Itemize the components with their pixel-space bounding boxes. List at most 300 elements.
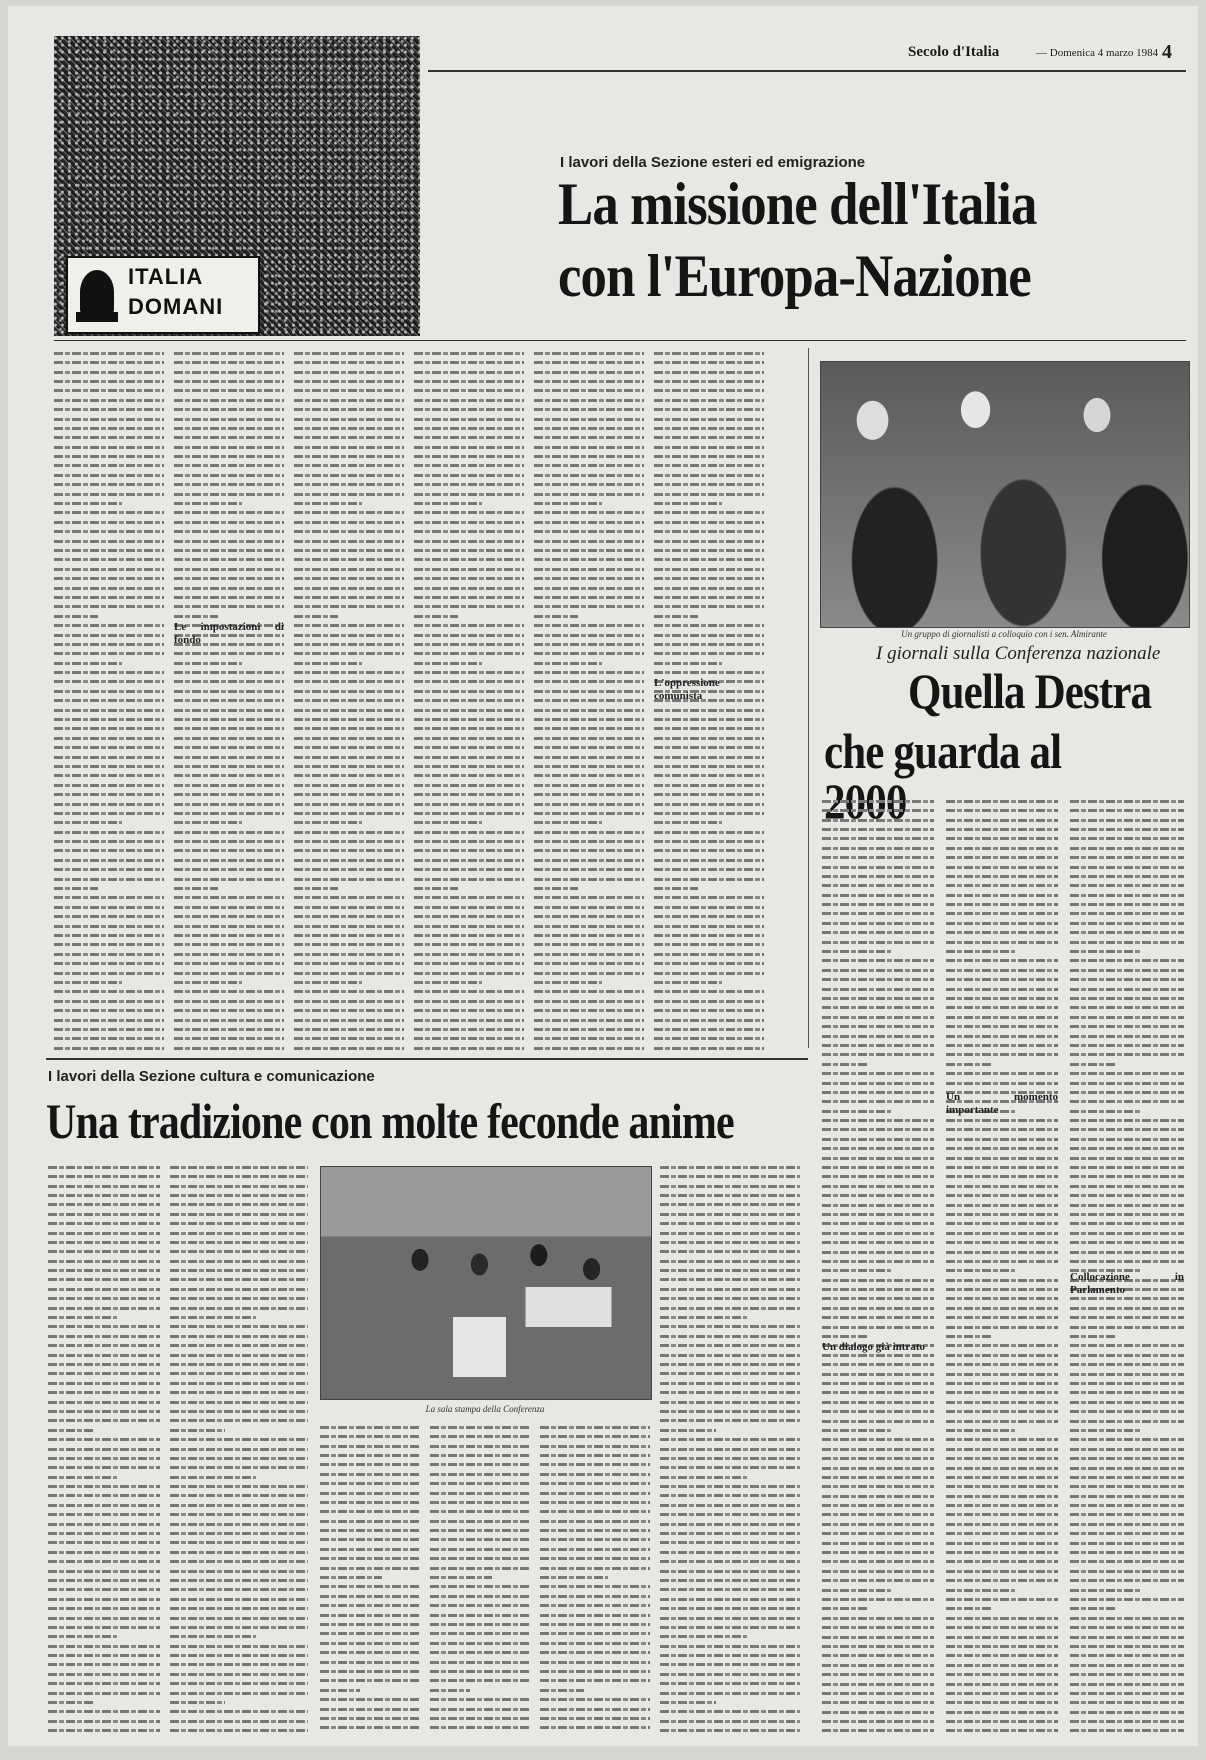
text-line bbox=[294, 357, 404, 366]
text-line bbox=[660, 1209, 800, 1218]
text-line bbox=[654, 461, 764, 470]
text-line bbox=[414, 545, 524, 554]
text-line bbox=[1070, 1660, 1184, 1669]
text-line bbox=[430, 1723, 530, 1732]
text-line bbox=[654, 592, 764, 601]
text-line bbox=[414, 855, 524, 864]
text-line bbox=[1070, 1622, 1184, 1631]
text-line bbox=[414, 592, 524, 601]
text-line bbox=[174, 771, 284, 780]
text-line bbox=[294, 1043, 404, 1052]
text-line bbox=[946, 1482, 1058, 1491]
text-line bbox=[54, 1015, 164, 1024]
text-line bbox=[174, 836, 284, 845]
text-line bbox=[430, 1638, 530, 1647]
text-line bbox=[822, 1068, 934, 1077]
text-line bbox=[946, 1284, 1058, 1293]
text-line bbox=[48, 1481, 160, 1490]
text-line bbox=[660, 1500, 800, 1509]
text-line bbox=[170, 1181, 308, 1190]
text-line bbox=[540, 1469, 650, 1478]
text-line bbox=[1070, 1012, 1184, 1021]
text-line bbox=[1070, 1228, 1184, 1237]
text-line bbox=[170, 1387, 308, 1396]
text-line bbox=[654, 649, 764, 658]
text-line bbox=[414, 733, 524, 742]
text-line bbox=[1070, 1125, 1184, 1134]
text-line bbox=[174, 695, 284, 704]
text-line bbox=[534, 404, 644, 413]
text-line bbox=[1070, 1369, 1184, 1378]
text-line bbox=[540, 1553, 650, 1562]
text-line bbox=[170, 1669, 308, 1678]
text-line bbox=[822, 1472, 934, 1481]
text-line bbox=[174, 376, 284, 385]
text-line bbox=[822, 1021, 934, 1030]
text-line bbox=[170, 1453, 308, 1462]
text-line bbox=[660, 1312, 800, 1321]
text-line bbox=[294, 639, 404, 648]
text-line bbox=[654, 761, 764, 770]
text-line bbox=[170, 1622, 308, 1631]
text-line bbox=[534, 911, 644, 920]
text-line bbox=[1070, 834, 1184, 843]
text-line bbox=[660, 1688, 800, 1697]
text-line bbox=[294, 893, 404, 902]
text-line bbox=[414, 357, 524, 366]
text-line bbox=[822, 1622, 934, 1631]
text-line bbox=[414, 630, 524, 639]
text-line bbox=[822, 1388, 934, 1397]
text-line bbox=[414, 451, 524, 460]
text-line bbox=[54, 883, 164, 892]
text-line bbox=[540, 1507, 650, 1516]
text-line bbox=[294, 536, 404, 545]
text-line bbox=[294, 818, 404, 827]
text-line bbox=[534, 1034, 644, 1043]
text-line bbox=[540, 1619, 650, 1628]
text-line bbox=[414, 752, 524, 761]
text-line bbox=[294, 808, 404, 817]
text-line bbox=[430, 1431, 530, 1440]
text-line bbox=[294, 921, 404, 930]
text-line bbox=[320, 1469, 420, 1478]
text-line bbox=[294, 649, 404, 658]
text-line bbox=[414, 649, 524, 658]
text-line bbox=[534, 799, 644, 808]
text-line bbox=[414, 667, 524, 676]
text-line bbox=[48, 1453, 160, 1462]
text-line bbox=[660, 1547, 800, 1556]
text-line bbox=[660, 1275, 800, 1284]
text-line bbox=[534, 357, 644, 366]
text-line bbox=[430, 1422, 530, 1431]
article3-col6 bbox=[660, 1162, 800, 1736]
text-line bbox=[946, 1604, 1058, 1613]
text-line bbox=[170, 1603, 308, 1612]
text-line bbox=[54, 423, 164, 432]
text-line bbox=[170, 1491, 308, 1500]
text-line bbox=[54, 714, 164, 723]
text-line bbox=[320, 1676, 420, 1685]
text-line bbox=[174, 592, 284, 601]
top-rule bbox=[428, 70, 1186, 72]
text-line bbox=[822, 937, 934, 946]
article3-col2 bbox=[170, 1162, 308, 1736]
text-line bbox=[534, 902, 644, 911]
text-line bbox=[1070, 1200, 1184, 1209]
text-line bbox=[822, 824, 934, 833]
text-line bbox=[822, 1143, 934, 1152]
text-line bbox=[654, 930, 764, 939]
text-line bbox=[294, 376, 404, 385]
text-line bbox=[534, 893, 644, 902]
text-line bbox=[822, 1594, 934, 1603]
text-line bbox=[54, 461, 164, 470]
text-line bbox=[654, 489, 764, 498]
flame-logo-icon bbox=[80, 270, 114, 314]
text-line bbox=[414, 1034, 524, 1043]
text-line bbox=[174, 508, 284, 517]
text-line bbox=[414, 827, 524, 836]
text-line bbox=[320, 1478, 420, 1487]
text-line bbox=[946, 824, 1058, 833]
text-line bbox=[170, 1397, 308, 1406]
text-line bbox=[294, 583, 404, 592]
text-line bbox=[1070, 1425, 1184, 1434]
text-line bbox=[174, 489, 284, 498]
text-line bbox=[170, 1209, 308, 1218]
text-line bbox=[822, 1247, 934, 1256]
text-line bbox=[414, 639, 524, 648]
text-line bbox=[654, 780, 764, 789]
text-line bbox=[654, 357, 764, 366]
text-line bbox=[170, 1632, 308, 1641]
text-line bbox=[1070, 1406, 1184, 1415]
text-line bbox=[660, 1697, 800, 1706]
text-line bbox=[1070, 862, 1184, 871]
text-line bbox=[54, 742, 164, 751]
text-line bbox=[654, 386, 764, 395]
text-line bbox=[946, 1012, 1058, 1021]
text-line bbox=[414, 818, 524, 827]
text-line bbox=[660, 1603, 800, 1612]
text-line bbox=[822, 1312, 934, 1321]
article1-headline-line1: La missione dell'Italia bbox=[558, 171, 1037, 237]
text-line bbox=[946, 1547, 1058, 1556]
text-line bbox=[170, 1171, 308, 1180]
text-line bbox=[534, 564, 644, 573]
subhead: Un dialogo già intrato bbox=[822, 1341, 925, 1353]
badge-line2: DOMANI bbox=[128, 294, 224, 319]
text-line bbox=[48, 1509, 160, 1518]
text-line bbox=[654, 846, 764, 855]
text-line bbox=[54, 780, 164, 789]
text-line bbox=[654, 893, 764, 902]
text-line bbox=[946, 1641, 1058, 1650]
text-line bbox=[54, 545, 164, 554]
text-line bbox=[822, 1134, 934, 1143]
text-line bbox=[414, 348, 524, 357]
text-line bbox=[946, 852, 1058, 861]
text-line bbox=[822, 946, 934, 955]
text-line bbox=[174, 893, 284, 902]
text-line bbox=[430, 1553, 530, 1562]
text-line bbox=[654, 526, 764, 535]
text-line bbox=[174, 461, 284, 470]
text-line bbox=[946, 1266, 1058, 1275]
article2-headline-line2: che guarda al 2000 bbox=[824, 723, 1062, 829]
text-line bbox=[540, 1535, 650, 1544]
text-line bbox=[174, 649, 284, 658]
text-line bbox=[660, 1613, 800, 1622]
text-line bbox=[540, 1478, 650, 1487]
text-line bbox=[1070, 1059, 1184, 1068]
text-line bbox=[54, 911, 164, 920]
text-line bbox=[174, 996, 284, 1005]
text-line bbox=[170, 1247, 308, 1256]
text-line bbox=[54, 686, 164, 695]
text-line bbox=[654, 864, 764, 873]
text-line bbox=[822, 1162, 934, 1171]
text-line bbox=[654, 376, 764, 385]
text-line bbox=[48, 1491, 160, 1500]
text-line bbox=[320, 1647, 420, 1656]
text-line bbox=[54, 620, 164, 629]
text-line bbox=[534, 602, 644, 611]
text-line bbox=[1070, 1209, 1184, 1218]
text-line bbox=[946, 1219, 1058, 1228]
text-line bbox=[946, 1378, 1058, 1387]
text-line bbox=[174, 987, 284, 996]
text-line bbox=[822, 1059, 934, 1068]
text-line bbox=[946, 1078, 1058, 1087]
text-line bbox=[48, 1538, 160, 1547]
text-line bbox=[1070, 993, 1184, 1002]
text-line bbox=[174, 498, 284, 507]
text-line bbox=[946, 1660, 1058, 1669]
text-line bbox=[1070, 1050, 1184, 1059]
text-line bbox=[430, 1657, 530, 1666]
text-line bbox=[946, 1040, 1058, 1049]
text-line bbox=[414, 930, 524, 939]
text-line bbox=[1070, 1482, 1184, 1491]
text-line bbox=[54, 677, 164, 686]
text-line bbox=[48, 1209, 160, 1218]
text-line bbox=[1070, 927, 1184, 936]
text-line bbox=[170, 1369, 308, 1378]
text-line bbox=[414, 489, 524, 498]
text-line bbox=[54, 451, 164, 460]
text-line bbox=[1070, 946, 1184, 955]
text-line bbox=[534, 386, 644, 395]
text-line bbox=[294, 761, 404, 770]
text-line bbox=[822, 1679, 934, 1688]
text-line bbox=[320, 1516, 420, 1525]
text-line bbox=[660, 1528, 800, 1537]
text-line bbox=[294, 883, 404, 892]
article3-col5 bbox=[540, 1422, 650, 1736]
text-line bbox=[946, 956, 1058, 965]
text-line bbox=[660, 1218, 800, 1227]
text-line bbox=[822, 1153, 934, 1162]
text-line bbox=[430, 1685, 530, 1694]
text-line bbox=[48, 1218, 160, 1227]
text-line bbox=[946, 937, 1058, 946]
text-line bbox=[654, 958, 764, 967]
article3-col3 bbox=[320, 1422, 420, 1736]
text-line bbox=[48, 1171, 160, 1180]
text-line bbox=[822, 1660, 934, 1669]
text-line bbox=[1070, 1698, 1184, 1707]
text-line bbox=[174, 1034, 284, 1043]
text-line bbox=[48, 1293, 160, 1302]
text-line bbox=[294, 996, 404, 1005]
text-line bbox=[822, 1538, 934, 1547]
text-line bbox=[534, 536, 644, 545]
text-line bbox=[654, 658, 764, 667]
text-line bbox=[48, 1594, 160, 1603]
text-line bbox=[654, 348, 764, 357]
text-line bbox=[170, 1613, 308, 1622]
text-line bbox=[660, 1556, 800, 1565]
text-line bbox=[1070, 805, 1184, 814]
text-line bbox=[414, 799, 524, 808]
text-line bbox=[54, 808, 164, 817]
text-line bbox=[540, 1431, 650, 1440]
text-line bbox=[414, 433, 524, 442]
text-line bbox=[414, 864, 524, 873]
text-line bbox=[414, 846, 524, 855]
text-line bbox=[654, 508, 764, 517]
text-line bbox=[48, 1181, 160, 1190]
text-line bbox=[654, 827, 764, 836]
text-line bbox=[54, 395, 164, 404]
text-line bbox=[48, 1322, 160, 1331]
text-line bbox=[540, 1572, 650, 1581]
text-line bbox=[822, 1688, 934, 1697]
text-line bbox=[534, 395, 644, 404]
text-line bbox=[54, 958, 164, 967]
text-line bbox=[48, 1256, 160, 1265]
press-room-photo bbox=[320, 1166, 652, 1400]
text-line bbox=[1070, 1247, 1184, 1256]
text-line bbox=[170, 1519, 308, 1528]
text-line bbox=[654, 433, 764, 442]
text-line bbox=[294, 695, 404, 704]
text-line bbox=[822, 1181, 934, 1190]
text-line bbox=[430, 1629, 530, 1638]
text-line bbox=[534, 818, 644, 827]
text-line bbox=[170, 1425, 308, 1434]
text-line bbox=[534, 526, 644, 535]
text-line bbox=[414, 808, 524, 817]
text-line bbox=[654, 996, 764, 1005]
text-line bbox=[822, 1707, 934, 1716]
text-line bbox=[1070, 1463, 1184, 1472]
text-line bbox=[54, 987, 164, 996]
text-line bbox=[1070, 1106, 1184, 1115]
text-line bbox=[414, 686, 524, 695]
text-line bbox=[540, 1704, 650, 1713]
text-line bbox=[534, 498, 644, 507]
text-line bbox=[946, 965, 1058, 974]
text-line bbox=[54, 846, 164, 855]
text-line bbox=[534, 958, 644, 967]
text-line bbox=[430, 1544, 530, 1553]
text-line bbox=[170, 1228, 308, 1237]
text-line bbox=[946, 1472, 1058, 1481]
text-line bbox=[430, 1469, 530, 1478]
text-line bbox=[654, 451, 764, 460]
text-line bbox=[660, 1369, 800, 1378]
text-line bbox=[294, 771, 404, 780]
text-line bbox=[414, 902, 524, 911]
text-line bbox=[170, 1650, 308, 1659]
text-line bbox=[660, 1481, 800, 1490]
text-line bbox=[430, 1460, 530, 1469]
text-line bbox=[534, 517, 644, 526]
text-line bbox=[534, 921, 644, 930]
text-line bbox=[1070, 937, 1184, 946]
text-line bbox=[54, 573, 164, 582]
text-line bbox=[174, 423, 284, 432]
text-line bbox=[540, 1488, 650, 1497]
text-line bbox=[822, 993, 934, 1002]
text-line bbox=[320, 1723, 420, 1732]
text-line bbox=[822, 1444, 934, 1453]
text-line bbox=[170, 1284, 308, 1293]
text-line bbox=[414, 695, 524, 704]
text-line bbox=[654, 620, 764, 629]
badge-line1: ITALIA bbox=[128, 264, 204, 289]
text-line bbox=[534, 940, 644, 949]
text-line bbox=[174, 724, 284, 733]
text-line bbox=[294, 940, 404, 949]
text-line bbox=[534, 855, 644, 864]
text-line bbox=[534, 367, 644, 376]
text-line bbox=[1070, 1679, 1184, 1688]
text-line bbox=[54, 949, 164, 958]
text-line bbox=[414, 367, 524, 376]
text-line bbox=[1070, 1097, 1184, 1106]
text-line bbox=[54, 667, 164, 676]
text-line bbox=[174, 602, 284, 611]
text-line bbox=[54, 771, 164, 780]
text-line bbox=[320, 1450, 420, 1459]
text-line bbox=[54, 799, 164, 808]
text-line bbox=[534, 677, 644, 686]
text-line bbox=[174, 855, 284, 864]
text-line bbox=[822, 1031, 934, 1040]
text-line bbox=[822, 1575, 934, 1584]
text-line bbox=[660, 1247, 800, 1256]
text-line bbox=[430, 1676, 530, 1685]
text-line bbox=[48, 1697, 160, 1706]
text-line bbox=[660, 1660, 800, 1669]
text-line bbox=[822, 796, 934, 805]
text-line bbox=[1070, 1707, 1184, 1716]
text-line bbox=[170, 1575, 308, 1584]
text-line bbox=[946, 1059, 1058, 1068]
text-line bbox=[414, 555, 524, 564]
text-line bbox=[534, 433, 644, 442]
text-line bbox=[1070, 843, 1184, 852]
text-line bbox=[430, 1441, 530, 1450]
text-line bbox=[320, 1600, 420, 1609]
text-line bbox=[54, 864, 164, 873]
text-line bbox=[430, 1619, 530, 1628]
